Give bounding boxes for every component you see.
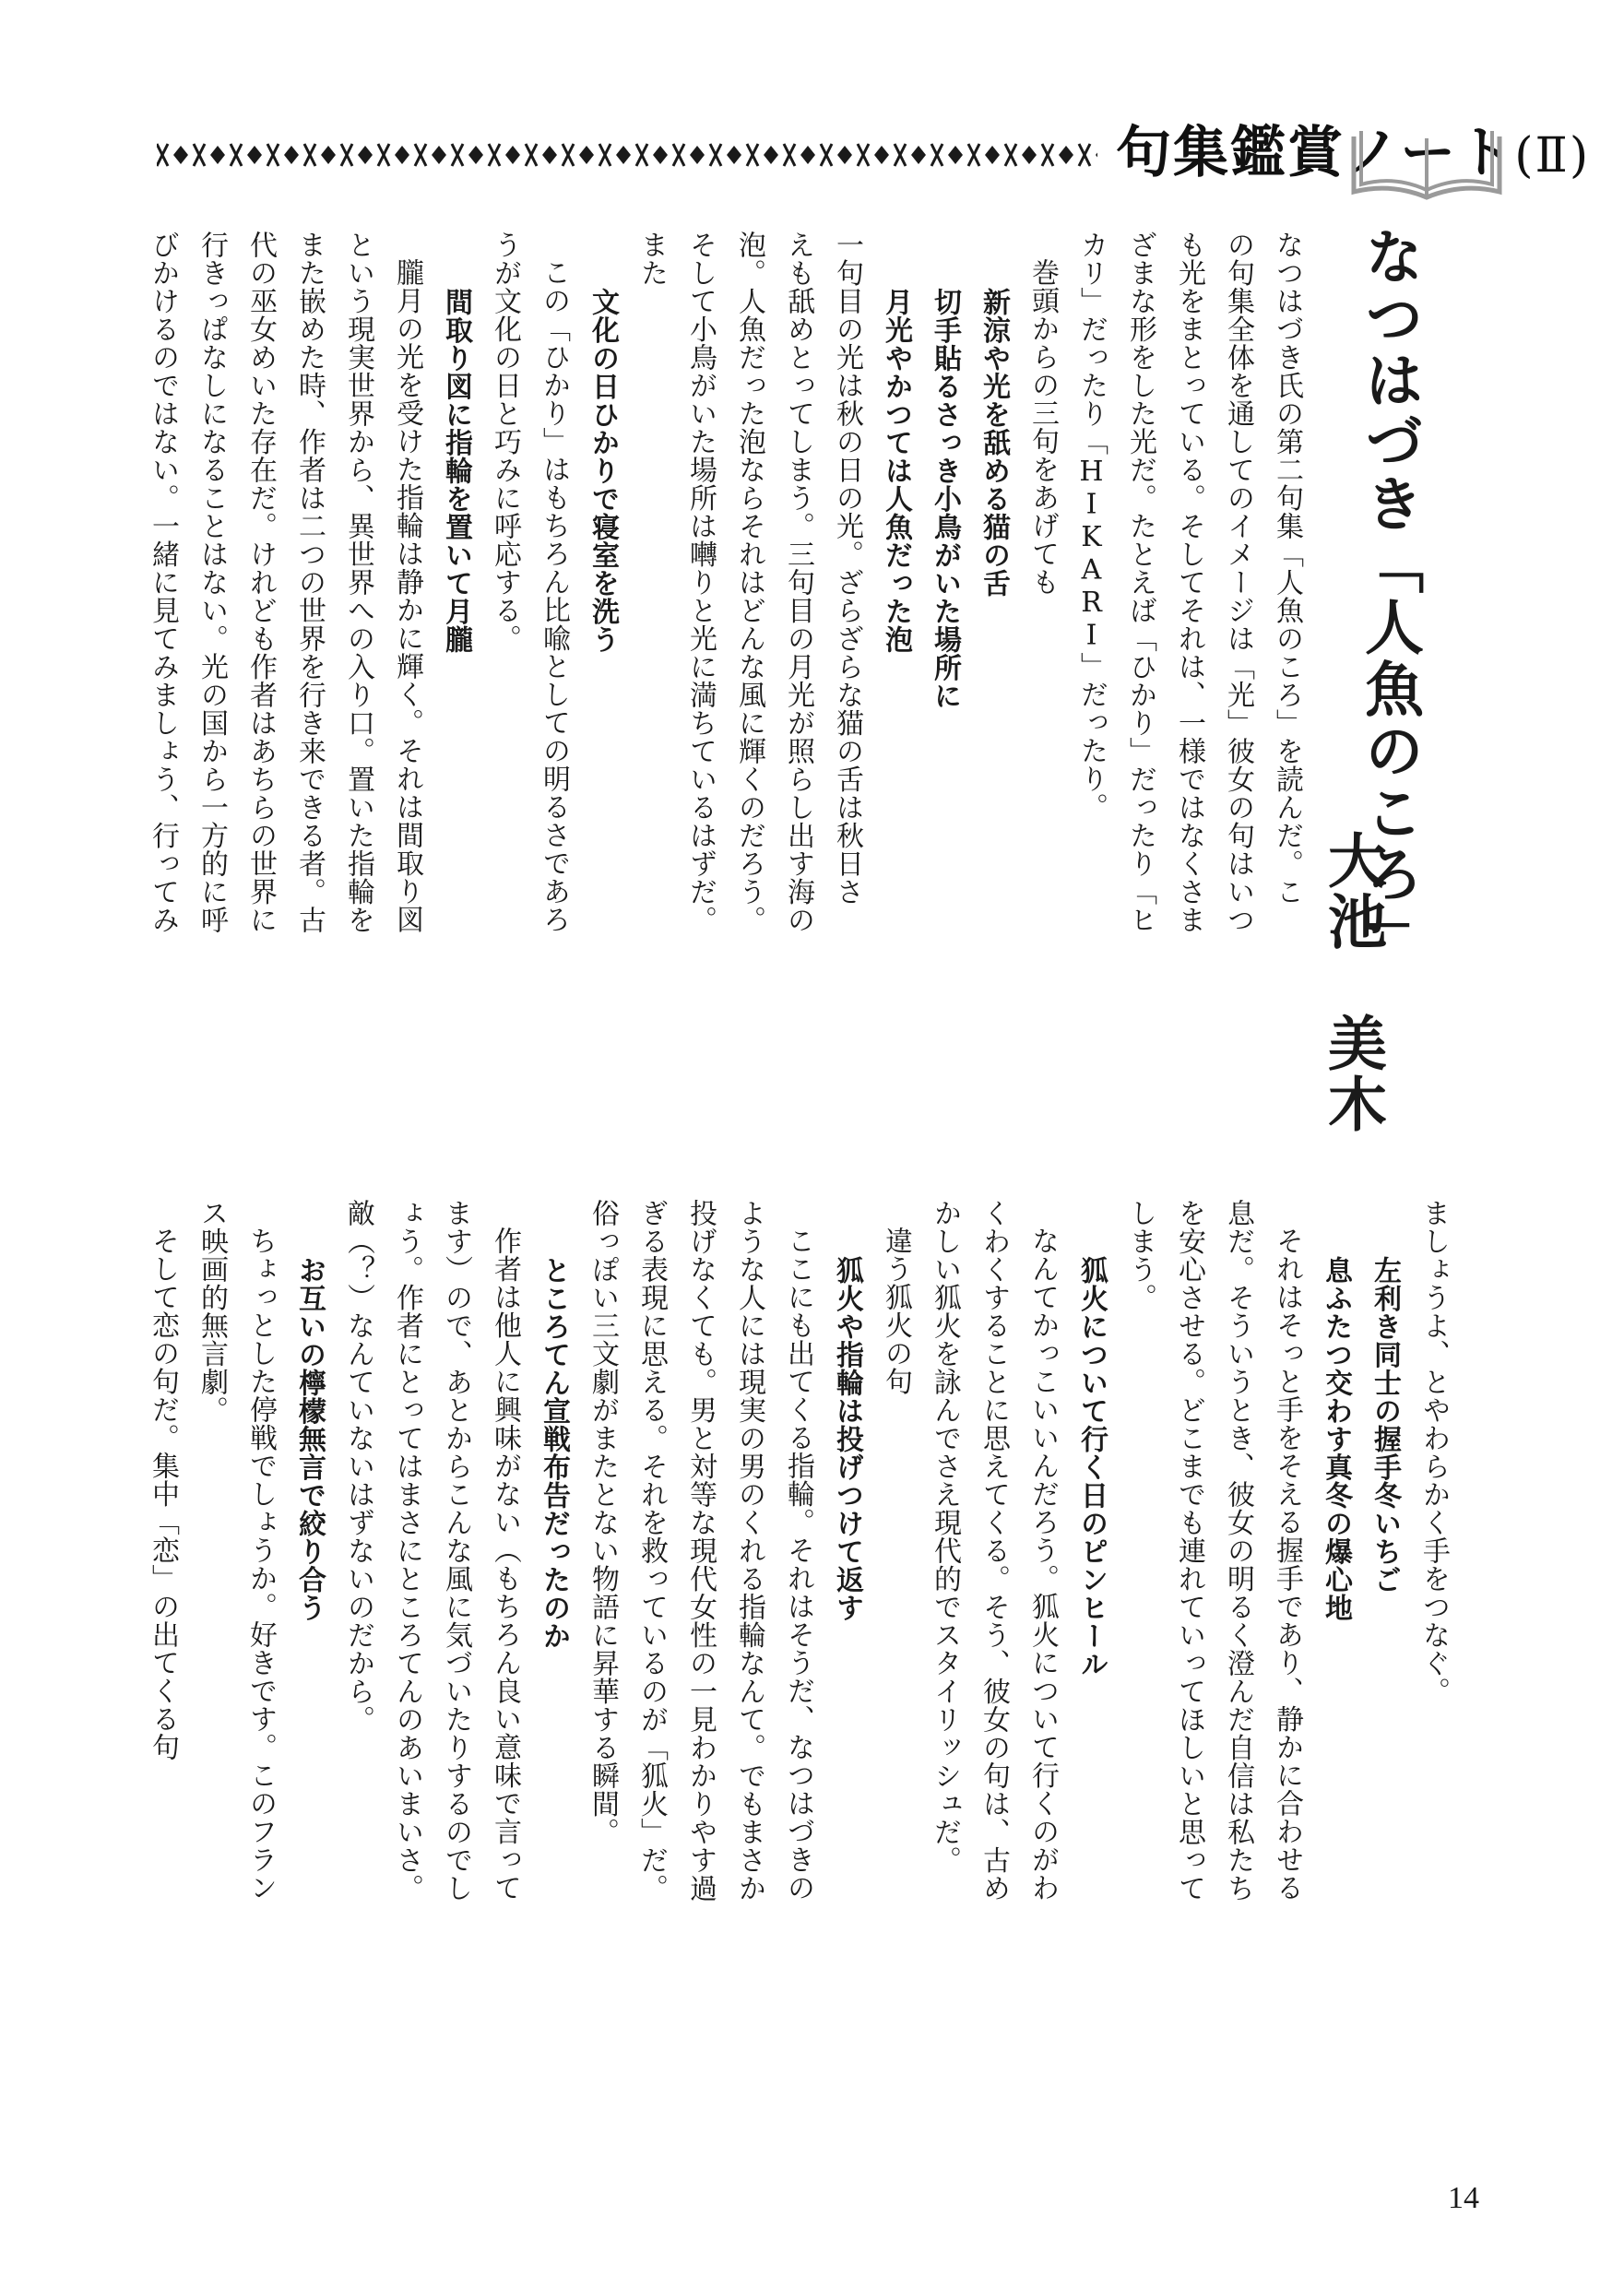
decorative-border	[157, 142, 1097, 168]
text-column: ましょうよ、とやわらかく手をつなぐ。	[1417, 1199, 1450, 1705]
text-column: ような人には現実の男のくれる指輪なんて。でもまさか	[733, 1199, 765, 1903]
text-column: しまう。	[1124, 1199, 1156, 1311]
text-column: ざまな形をした光だ。たとえば「ひかり」だったり「ヒ	[1124, 231, 1156, 934]
lower-text-block	[138, 1199, 1458, 2112]
text-column: 朧月の光を受けた指輪は静かに輝く。それは間取り図	[391, 258, 423, 933]
haiku-line: 狐火や指輪は投げつけて返す	[831, 1256, 863, 1622]
text-column: くわくすることに思えてくる。そう、彼女の句は、古め	[978, 1199, 1010, 1903]
text-column: 敵（？）なんていないはずないのだから。	[342, 1199, 374, 1734]
text-column: そして小鳥がいた場所は囀りと光に満ちているはずだ。	[684, 231, 717, 934]
text-column: 違う狐火の句	[880, 1227, 912, 1395]
haiku-line: お互いの檸檬無言で絞り合う	[293, 1256, 326, 1622]
text-column: ぎる表現に思える。それを救っているのが「狐火」だ。	[635, 1199, 668, 1903]
text-column: の句集全体を通してのイメージは「光」彼女の句はいつ	[1222, 231, 1254, 934]
text-column: 投げなくても。男と対等な現代女性の一見わかりやす過	[684, 1199, 717, 1903]
text-column: なつはづき氏の第二句集「人魚のころ」を読んだ。こ	[1271, 231, 1303, 906]
page-number: 14	[1448, 2181, 1479, 2215]
text-column: びかけるのではない。一緒に見てみましょう、行ってみ	[147, 231, 179, 934]
text-column: ます）ので、あとからこんな風に気づいたりするのでし	[440, 1199, 472, 1903]
text-column: 息だ。そういうとき、彼女の明るく澄んだ自信は私たち	[1222, 1199, 1254, 1903]
haiku-line: 間取り図に指輪を置いて月朧	[440, 288, 472, 654]
text-column: 一句目の光は秋の日の光。ざらざらな猫の舌は秋日さ	[831, 231, 863, 906]
haiku-line: 左利き同士の握手冬いちご	[1369, 1256, 1401, 1594]
author-name: 大池 美木	[1318, 830, 1386, 1134]
haiku-line: ところてん宣戦布告だったのか	[538, 1256, 570, 1650]
text-column: かしい狐火を詠んでさえ現代的でスタイリッシュだ。	[929, 1199, 961, 1874]
text-column: また	[635, 231, 668, 287]
haiku-line: 狐火について行く日のピンヒール	[1075, 1256, 1108, 1678]
text-column: を安心させる。どこまでも連れていってほしいと思って	[1173, 1199, 1205, 1903]
text-column: それはそっと手をそえる握手であり、静かに合わせる	[1271, 1227, 1303, 1902]
text-column: 泡。人魚だった泡ならそれはどんな風に輝くのだろう。	[733, 231, 765, 934]
article-title: なつはづき「人魚のころ」	[1355, 226, 1423, 967]
upper-text-block	[138, 231, 1311, 1144]
text-column: ス映画的無言劇。	[196, 1199, 228, 1424]
page-header	[157, 103, 1591, 205]
haiku-line: 切手貼るさっき小鳥がいた場所に	[929, 288, 961, 710]
text-column: なんてかっこいいんだろう。狐火について行くのがわ	[1026, 1227, 1059, 1902]
text-column: ょう。作者にとってはまさにところてんのあいまいさ。	[391, 1199, 423, 1903]
series-title-text: 句集鑑賞ノート	[1116, 121, 1515, 185]
text-column: 行きっぱなしになることはない。光の国から一方的に呼	[196, 231, 228, 934]
text-column: 作者は他人に興味がない（もちろん良い意味で言って	[489, 1227, 521, 1902]
text-column: ここにも出てくる指輪。それはそうだ、なつはづきの	[782, 1227, 814, 1902]
haiku-line: 息ふたつ交わす真冬の爆心地	[1320, 1256, 1352, 1622]
text-column: この「ひかり」はもちろん比喩としての明るさであろ	[538, 258, 570, 933]
text-column: 代の巫女めいた存在だ。けれども作者はあちらの世界に	[244, 231, 277, 934]
text-column: 俗っぽい三文劇がまたとない物語に昇華する瞬間。	[587, 1199, 619, 1846]
text-column: そして恋の句だ。集中「恋」の出てくる句	[147, 1227, 179, 1761]
open-book-icon	[1348, 111, 1505, 203]
text-column: という現実世界から、異世界への入り口。置いた指輪を	[342, 231, 374, 934]
series-volume: (Ⅱ)	[1514, 128, 1591, 184]
text-column: うが文化の日と巧みに呼応する。	[489, 231, 521, 653]
text-column: えも舐めとってしまう。三句目の月光が照らし出す海の	[782, 231, 814, 934]
haiku-line: 月光やかつては人魚だった泡	[880, 288, 912, 654]
haiku-line: 文化の日ひかりで寝室を洗う	[587, 288, 619, 654]
text-column: カリ」だったり「HIKARI」だったり。	[1075, 231, 1108, 821]
haiku-line: 新涼や光を舐める猫の舌	[978, 288, 1010, 598]
text-column: も光をまとっている。そしてそれは、一様ではなくさま	[1173, 231, 1205, 934]
text-column: ちょっとした停戦でしょうか。好きです。このフラン	[244, 1227, 277, 1902]
text-column: 巻頭からの三句をあげても	[1026, 258, 1059, 596]
text-column: また嵌めた時、作者は二つの世界を行き来できる者。古	[293, 231, 326, 934]
